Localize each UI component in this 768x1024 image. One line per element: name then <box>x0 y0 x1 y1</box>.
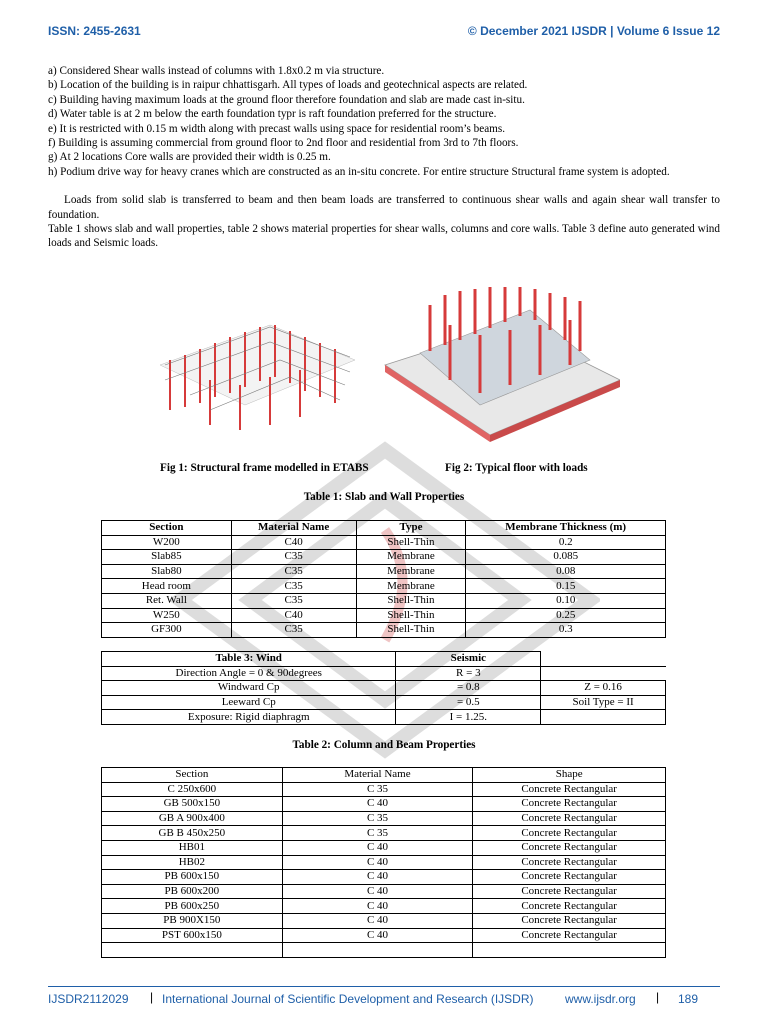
table-cell: Windward Cp <box>102 681 396 696</box>
table-cell: Concrete Rectangular <box>473 811 666 826</box>
table-cell: Soil Type = II <box>541 695 666 710</box>
table-cell <box>102 943 283 958</box>
table-cell: R = 3 <box>396 666 541 681</box>
table-cell: C 40 <box>282 884 473 899</box>
table-cell: Membrane <box>356 564 466 579</box>
table-cell: Concrete Rectangular <box>473 913 666 928</box>
table-cell: Shell-Thin <box>356 593 466 608</box>
table-row <box>102 695 666 710</box>
table1-caption: Table 1: Slab and Wall Properties <box>303 491 465 503</box>
table-cell: Shell-Thin <box>356 623 466 638</box>
table-row <box>102 681 666 696</box>
table-cell: C40 <box>231 608 356 623</box>
table-cell: Shell-Thin <box>356 608 466 623</box>
table-cell <box>541 710 666 725</box>
table-cell: PB 600x250 <box>102 899 283 914</box>
fig1-structural-frame-image <box>160 325 355 430</box>
table-cell: HB01 <box>102 840 283 855</box>
list-item: b) Location of the building is in raipur chhattisgarh. All types of loads and geotechnical aspects are related. <box>48 79 528 92</box>
table-cell: GF300 <box>102 623 232 638</box>
table-cell: 0.25 <box>466 608 666 623</box>
table-cell: Leeward Cp <box>102 695 396 710</box>
table-cell: C 35 <box>282 811 473 826</box>
table-cell: HB02 <box>102 855 283 870</box>
table-row <box>102 840 666 855</box>
table-cell-empty <box>541 652 666 667</box>
list-item: d) Water table is at 2 m below the earth foundation typr is raft foundation preferred for the structure. <box>48 108 497 121</box>
table-header-row <box>102 521 666 536</box>
table-header-cell: Shape <box>473 768 666 783</box>
table-cell: W200 <box>102 535 232 550</box>
table3-wind-header: Table 3: Wind <box>102 652 396 667</box>
table-cell: 0.10 <box>466 593 666 608</box>
page-number: 189 <box>678 992 699 1006</box>
list-item: e) It is restricted with 0.15 m width along with precast walls using space for residential room’s beams. <box>48 122 506 135</box>
table-cell: PB 600x200 <box>102 884 283 899</box>
table-row <box>102 535 666 550</box>
table-cell: C 40 <box>282 899 473 914</box>
issn-label: ISSN: 2455-2631 <box>48 24 141 38</box>
table-cell: Shell-Thin <box>356 535 466 550</box>
table-header-cell: Membrane Thickness (m) <box>466 521 666 536</box>
footer-divider: | <box>150 990 154 1004</box>
table-cell: Slab85 <box>102 550 232 565</box>
table3 <box>101 651 666 725</box>
table-cell: Exposure: Rigid diaphragm <box>102 710 396 725</box>
table-row <box>102 710 666 725</box>
table-cell: C 40 <box>282 913 473 928</box>
table-row <box>102 579 666 594</box>
table-cell: Ret. Wall <box>102 593 232 608</box>
table-cell: 0.085 <box>466 550 666 565</box>
table-cell: 0.08 <box>466 564 666 579</box>
table-cell: C 40 <box>282 855 473 870</box>
table-row <box>102 811 666 826</box>
table-cell: C 40 <box>282 870 473 885</box>
table-cell: C 40 <box>282 928 473 943</box>
table-cell: PB 600x150 <box>102 870 283 885</box>
table-cell: 0.15 <box>466 579 666 594</box>
table-cell: Concrete Rectangular <box>473 782 666 797</box>
table-cell: 0.3 <box>466 623 666 638</box>
footer-divider: | <box>656 990 660 1004</box>
table-cell: C35 <box>231 623 356 638</box>
table-cell: C 40 <box>282 840 473 855</box>
table-cell: Membrane <box>356 550 466 565</box>
table-cell: Head room <box>102 579 232 594</box>
table-cell: C35 <box>231 579 356 594</box>
table-cell: 0.2 <box>466 535 666 550</box>
table-cell: GB 500x150 <box>102 797 283 812</box>
table-header-cell: Section <box>102 521 232 536</box>
fig2-typical-floor-image <box>385 287 620 442</box>
list-item: c) Building having maximum loads at the ground floor therefore foundation and slab are made cast in-situ. <box>48 93 525 106</box>
table-cell: Concrete Rectangular <box>473 928 666 943</box>
table-cell: C 250x600 <box>102 782 283 797</box>
issue-label: © December 2021 IJSDR | Volume 6 Issue 12 <box>467 24 720 38</box>
table-cell: C 35 <box>282 782 473 797</box>
table-cell: Concrete Rectangular <box>473 840 666 855</box>
table-cell: Direction Angle = 0 & 90degrees <box>102 666 396 681</box>
table-cell: C 35 <box>282 826 473 841</box>
page-header <box>48 24 720 42</box>
table-row <box>102 666 666 681</box>
table-cell: C35 <box>231 593 356 608</box>
table-cell: Concrete Rectangular <box>473 899 666 914</box>
list-item: g) At 2 locations Core walls are provided their width is 0.25 m. <box>48 151 331 164</box>
table-row <box>102 550 666 565</box>
table-cell: I = 1.25. <box>396 710 541 725</box>
table-row <box>102 826 666 841</box>
paragraph-tables: Table 1 shows slab and wall properties, table 2 shows material properties for shear walls, columns and core walls. Table 3 define auto generated wind loads and Seismic loads. <box>48 223 720 250</box>
list-item: f) Building is assuming commercial from ground floor to 2nd floor and residential from 3rd to 7th floors. <box>48 137 519 150</box>
list-item: h) Podium drive way for heavy cranes which are constructed as an in-situ concrete. For entire structure Structural frame system is adopted. <box>48 165 670 178</box>
table-row <box>102 782 666 797</box>
table-header-cell: Type <box>356 521 466 536</box>
fig2-caption: Fig 2: Typical floor with loads <box>445 462 588 474</box>
table-header-cell: Material Name <box>231 521 356 536</box>
table-header-cell: Material Name <box>282 768 473 783</box>
journal-name: International Journal of Scientific Development and Research (IJSDR) <box>162 992 534 1006</box>
table-cell: = 0.5 <box>396 695 541 710</box>
table-cell <box>473 943 666 958</box>
table2 <box>101 767 666 958</box>
table-row <box>102 797 666 812</box>
table-row <box>102 884 666 899</box>
table-cell <box>282 943 473 958</box>
table-cell: Concrete Rectangular <box>473 870 666 885</box>
table-header-row <box>102 768 666 783</box>
table-cell: C40 <box>231 535 356 550</box>
fig1-caption: Fig 1: Structural frame modelled in ETABS <box>160 462 369 474</box>
table-cell <box>541 666 666 681</box>
table-row <box>102 623 666 638</box>
table-cell: GB A 900x400 <box>102 811 283 826</box>
list-item: a) Considered Shear walls instead of columns with 1.8x0.2 m via structure. <box>48 65 385 77</box>
table-cell: Membrane <box>356 579 466 594</box>
table2-caption: Table 2: Column and Beam Properties <box>292 739 476 751</box>
table-cell: C 40 <box>282 797 473 812</box>
table-cell: = 0.8 <box>396 681 541 696</box>
table-cell: Z = 0.16 <box>541 681 666 696</box>
paragraph-loads: Loads from solid slab is transferred to beam and then beam loads are transferred to continuous shear walls and again shear wall transfer to foundation. <box>48 194 720 221</box>
table-cell: C35 <box>231 564 356 579</box>
table-cell: Slab80 <box>102 564 232 579</box>
figures <box>150 285 620 445</box>
journal-url-link[interactable]: www.ijsdr.org <box>565 992 636 1006</box>
table-header-cell: Section <box>102 768 283 783</box>
table-row <box>102 564 666 579</box>
table-row <box>102 899 666 914</box>
body-text <box>48 64 720 251</box>
table-row <box>102 608 666 623</box>
table-cell: W250 <box>102 608 232 623</box>
table-cell: C35 <box>231 550 356 565</box>
footer-rule <box>48 986 720 987</box>
table-row <box>102 928 666 943</box>
table3-seismic-header: Seismic <box>396 652 541 667</box>
table-row <box>102 870 666 885</box>
table-cell: Concrete Rectangular <box>473 884 666 899</box>
table-cell: PST 600x150 <box>102 928 283 943</box>
table-row <box>102 913 666 928</box>
table-row <box>102 943 666 958</box>
table-cell: PB 900X150 <box>102 913 283 928</box>
table1 <box>101 520 666 638</box>
table-cell: GB B 450x250 <box>102 826 283 841</box>
table-row <box>102 855 666 870</box>
table-header-row <box>102 652 666 667</box>
table-cell: Concrete Rectangular <box>473 826 666 841</box>
paper-id: IJSDR2112029 <box>48 992 129 1006</box>
table-row <box>102 593 666 608</box>
table-cell: Concrete Rectangular <box>473 797 666 812</box>
table-cell: Concrete Rectangular <box>473 855 666 870</box>
